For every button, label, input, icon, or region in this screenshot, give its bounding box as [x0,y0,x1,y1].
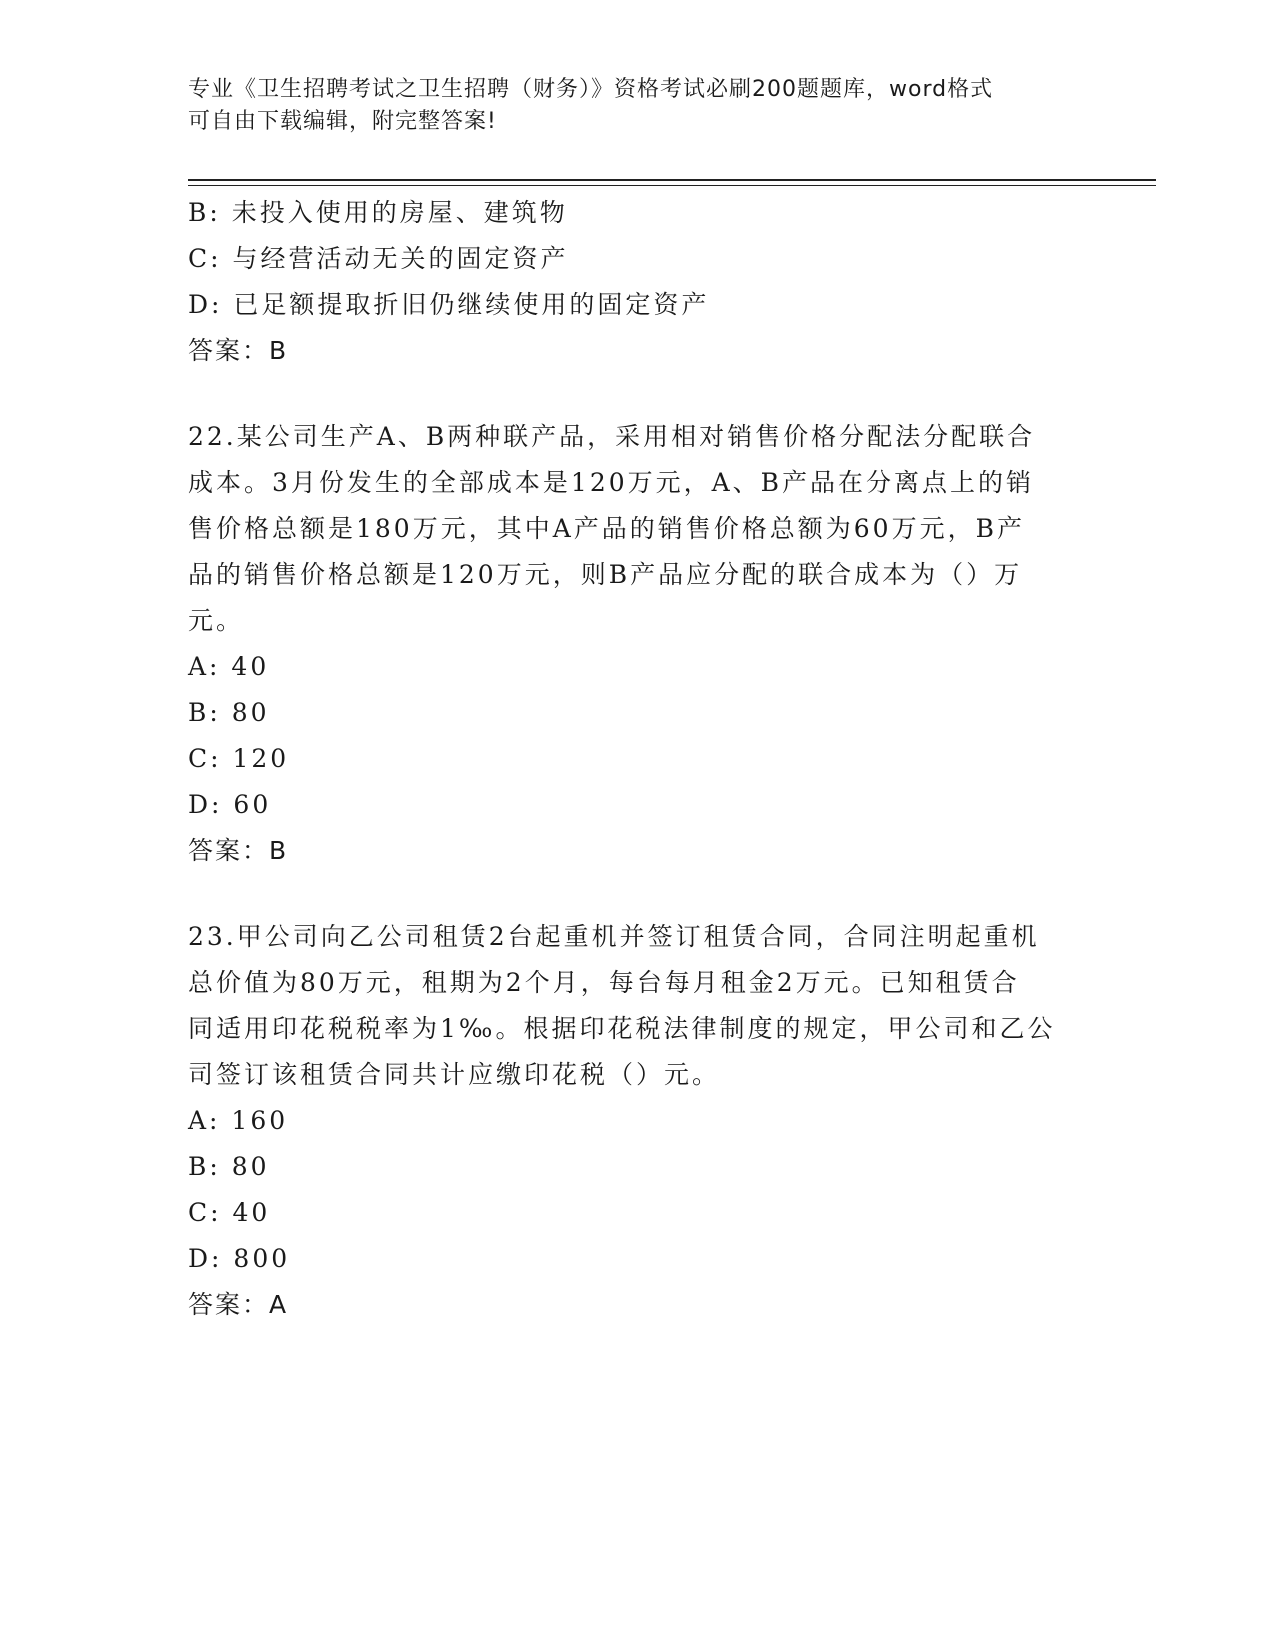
option-a: A: 40 [188,652,270,681]
question-23 [188,914,1088,1328]
header-title-line-1: 专业《卫生招聘考试之卫生招聘（财务）》资格考试必刷200题题库，word格式 [188,77,994,102]
question-21-tail [188,190,1088,374]
question-stem-line: 23.甲公司向乙公司租赁2台起重机并签订租赁合同，合同注明起重机 [188,922,1040,951]
question-stem-line: 总价值为80万元，租期为2个月，每台每月租金2万元。已知租赁合 [188,968,1020,997]
question-stem-line: 元。 [188,606,245,635]
option-a: A: 160 [188,1106,289,1135]
question-content [188,190,1088,1328]
option-d: D: 800 [188,1244,291,1273]
question-stem-line: 22.某公司生产A、B两种联产品，采用相对销售价格分配法分配联合 [188,422,1036,451]
question-stem-line: 售价格总额是180万元，其中A产品的销售价格总额为60万元，B产 [188,514,1025,543]
option-d: D: 60 [188,790,272,819]
option-c: C: 与经营活动无关的固定资产 [188,244,569,273]
option-b: B: 80 [188,698,270,727]
option-c: C: 120 [188,744,290,773]
option-c: C: 40 [188,1198,271,1227]
answer-label: 答案：B [188,836,289,865]
answer-label: 答案：B [188,336,289,365]
option-d: D: 已足额提取折旧仍继续使用的固定资产 [188,290,710,319]
question-stem-line: 同适用印花税税率为1‰。根据印花税法律制度的规定，甲公司和乙公 [188,1014,1056,1043]
spacer [188,874,1088,914]
question-stem-line: 司签订该租赁合同共计应缴印花税（）元。 [188,1060,721,1089]
answer-label: 答案：A [188,1290,289,1319]
option-b: B: 未投入使用的房屋、建筑物 [188,198,568,227]
spacer [188,374,1088,414]
document-header [188,74,1068,138]
question-stem-line: 品的销售价格总额是120万元，则B产品应分配的联合成本为（）万 [188,560,1023,589]
header-divider-thick [188,179,1156,181]
option-b: B: 80 [188,1152,270,1181]
header-divider-thin [188,185,1156,186]
header-title-line-2: 可自由下载编辑，附完整答案! [188,109,497,134]
question-22 [188,414,1088,874]
question-stem-line: 成本。3月份发生的全部成本是120万元，A、B产品在分离点上的销 [188,468,1035,497]
